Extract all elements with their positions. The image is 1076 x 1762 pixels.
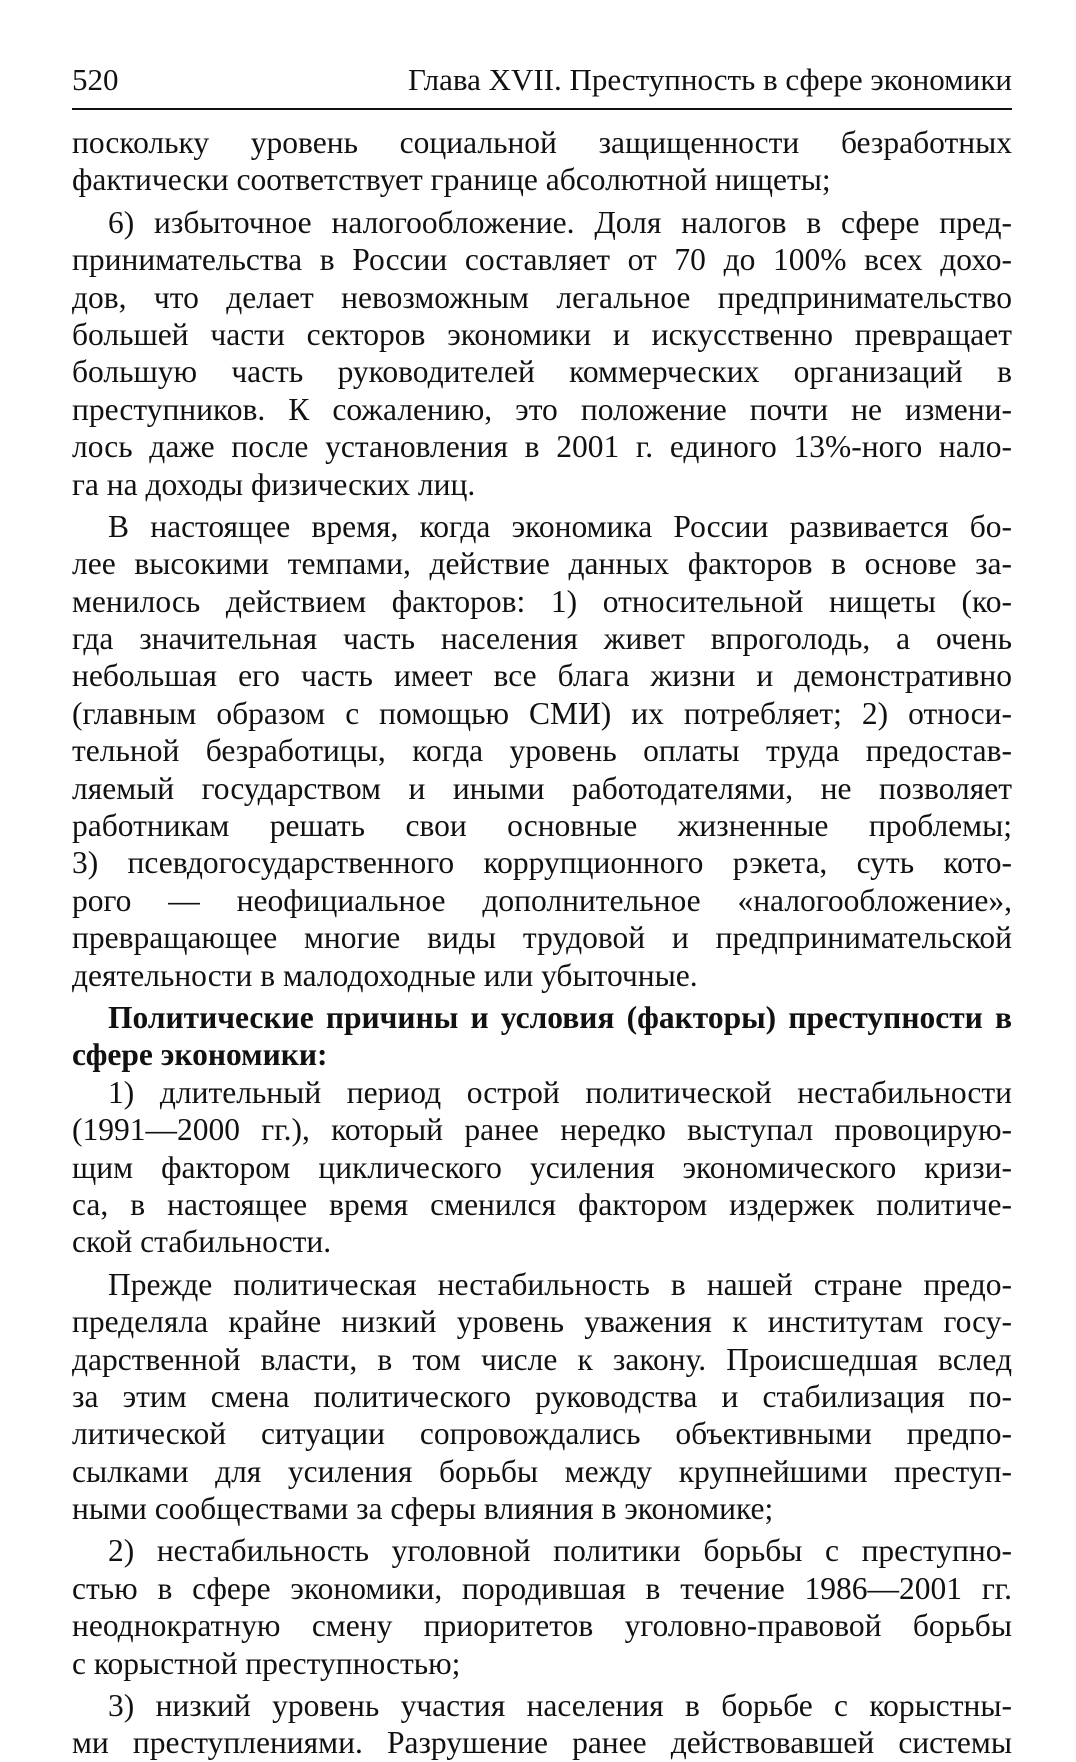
body-text: [72, 124, 1012, 1762]
text-line: 2) нестабильность уголовной политики борьбы с преступно-: [108, 1533, 1012, 1569]
text-line: 3) низкий уровень участия населения в борьбе с корыстны-: [108, 1688, 1012, 1724]
text-line: лее высокими темпами, действие данных факторов в основе за-: [72, 546, 1012, 582]
text-line: ской стабильности.: [72, 1224, 332, 1260]
text-line: небольшая его часть имеет все блага жизни и демонстративно: [72, 658, 1012, 694]
text-line: поскольку уровень социальной защищенности безработных: [72, 125, 1012, 160]
text-line: В настоящее время, когда экономика России развивается бо-: [108, 508, 1012, 544]
text-line: большую часть руководителей коммерческих организаций в: [72, 354, 1012, 390]
text-line: 6) избыточное налогообложение. Доля налогов в сфере пред-: [108, 204, 1012, 240]
text-line: (1991—2000 гг.), который ранее нередко выступал провоцирую-: [72, 1112, 1012, 1148]
text-line: стью в сфере экономики, породившая в течение 1986—2001 гг.: [72, 1570, 1012, 1606]
book-page: [72, 56, 1012, 1762]
chapter-title: Глава XVII. Преступность в сфере экономики: [408, 62, 1012, 97]
text-line: превращающее многие виды трудовой и предпринимательской: [72, 920, 1012, 956]
text-line: гда значительная часть населения живет впроголодь, а очень: [72, 621, 1012, 657]
text-line: дов, что делает невозможным легальное предпринимательство: [72, 279, 1012, 315]
text-line: неоднократную смену приоритетов уголовно-правовой борьбы: [72, 1608, 1012, 1644]
text-line: пределяла крайне низкий уровень уважения к институтам госу-: [72, 1304, 1012, 1340]
running-head: [72, 56, 1012, 110]
paragraph-continuation: [72, 124, 1012, 199]
text-line: са, в настоящее время сменился фактором издержек политиче-: [72, 1186, 1012, 1222]
list-item-1: [72, 1074, 1012, 1261]
list-item-6: [72, 204, 1012, 503]
text-line: большей части секторов экономики и искусственно превращает: [72, 316, 1012, 352]
text-line: принимательства в России составляет от 70 до 100% всех дохо-: [72, 242, 1012, 278]
text-line: дарственной власти, в том числе к закону. Происшедшая вслед: [72, 1341, 1012, 1377]
text-line: за этим смена политического руководства и стабилизация по-: [72, 1378, 1012, 1414]
section-heading: [72, 999, 1012, 1074]
page-number: 520: [72, 62, 119, 97]
paragraph-current-factors: [72, 508, 1012, 994]
text-line: деятельности в малодоходные или убыточные.: [72, 957, 698, 993]
text-line: тельной безработицы, когда уровень оплаты труда предостав-: [72, 733, 1012, 769]
paragraph-instability: [72, 1266, 1012, 1528]
text-line: работникам решать свои основные жизненные проблемы;: [72, 808, 1012, 844]
list-item-2: [72, 1532, 1012, 1682]
text-line: лось даже после установления в 2001 г. единого 13%-ного нало-: [72, 429, 1012, 465]
heading-line: сфере экономики:: [72, 1037, 328, 1073]
heading-line: Политические причины и условия (факторы) преступности в: [108, 999, 1012, 1035]
list-item-3: [72, 1687, 1012, 1762]
text-line: литической ситуации сопровождались объективными предпо-: [72, 1416, 1012, 1452]
text-line: га на доходы физических лиц.: [72, 466, 476, 502]
text-line: 3) псевдогосударственного коррупционного рэкета, суть кото-: [72, 845, 1012, 881]
text-line: с корыстной преступностью;: [72, 1645, 461, 1681]
text-line: 1) длительный период острой политической нестабильности: [108, 1074, 1012, 1110]
text-line: ляемый государством и иными работодателями, не позволяет: [72, 770, 1012, 806]
text-line: ми преступлениями. Разрушение ранее действовавшей системы: [72, 1725, 1012, 1761]
text-line: ными сообществами за сферы влияния в экономике;: [72, 1491, 774, 1527]
text-line: фактически соответствует границе абсолютной нищеты;: [72, 162, 831, 198]
text-line: Прежде политическая нестабильность в нашей стране предо-: [108, 1266, 1012, 1302]
text-line: щим фактором циклического усиления экономического кризи-: [72, 1149, 1012, 1185]
text-line: рого — неофициальное дополнительное «налогообложение»,: [72, 882, 1012, 918]
text-line: преступников. К сожалению, это положение почти не измени-: [72, 391, 1012, 427]
text-line: сылками для усиления борьбы между крупнейшими преступ-: [72, 1453, 1012, 1489]
text-line: менилось действием факторов: 1) относительной нищеты (ко-: [72, 583, 1012, 619]
text-line: (главным образом с помощью СМИ) их потребляет; 2) относи-: [72, 695, 1012, 731]
